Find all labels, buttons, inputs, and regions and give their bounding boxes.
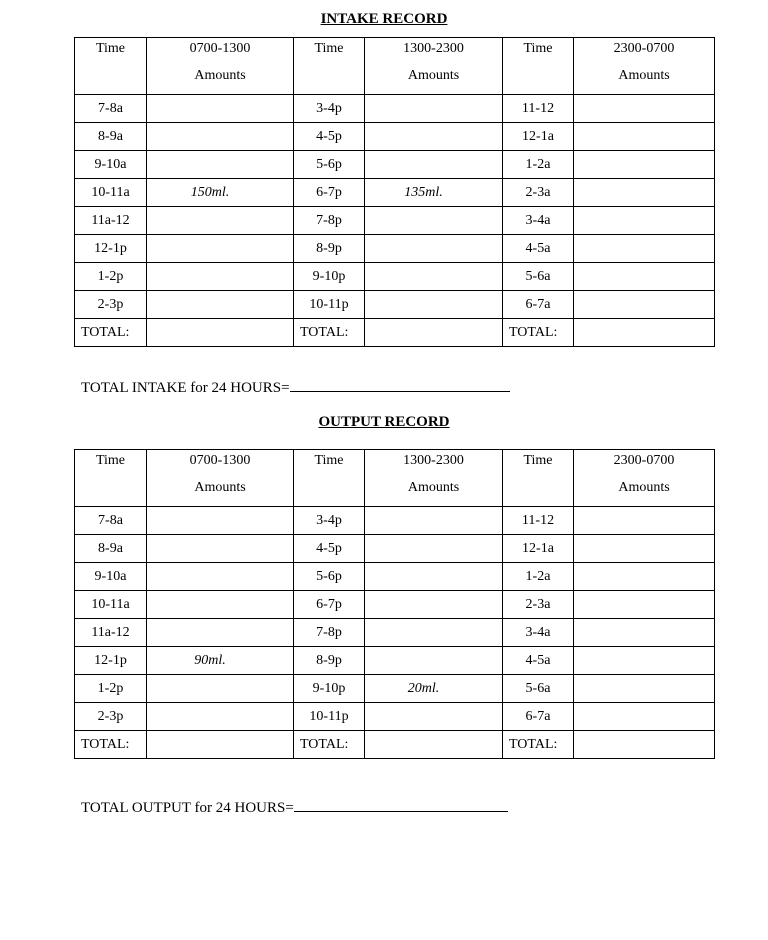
time-cell: 12-1p bbox=[75, 647, 147, 675]
amount-cell[interactable] bbox=[147, 95, 294, 123]
amount-cell[interactable] bbox=[365, 95, 503, 123]
time-cell: 11a-12 bbox=[75, 207, 147, 235]
total-amount-cell[interactable] bbox=[365, 319, 503, 347]
table-row bbox=[75, 263, 715, 291]
table-row bbox=[75, 675, 715, 703]
amount-cell[interactable] bbox=[147, 291, 294, 319]
amount-cell[interactable] bbox=[574, 619, 715, 647]
total-amount-cell[interactable] bbox=[365, 731, 503, 759]
time-cell: 4-5p bbox=[294, 123, 365, 151]
total-label: TOTAL: bbox=[75, 319, 147, 347]
amount-cell[interactable] bbox=[574, 207, 715, 235]
header-cell bbox=[365, 450, 503, 507]
total-label: TOTAL: bbox=[503, 731, 574, 759]
amount-cell[interactable] bbox=[574, 123, 715, 151]
time-cell: 8-9p bbox=[294, 647, 365, 675]
amount-cell[interactable] bbox=[147, 123, 294, 151]
time-cell: 2-3a bbox=[503, 591, 574, 619]
time-cell: 4-5a bbox=[503, 647, 574, 675]
table-row bbox=[75, 591, 715, 619]
time-cell: 9-10a bbox=[75, 563, 147, 591]
header-label: Time bbox=[523, 453, 553, 468]
amount-cell[interactable] bbox=[574, 675, 715, 703]
total-label: TOTAL: bbox=[75, 731, 147, 759]
time-cell: 12-1a bbox=[503, 535, 574, 563]
table-row bbox=[75, 619, 715, 647]
table-row bbox=[75, 207, 715, 235]
amount-cell[interactable] bbox=[147, 263, 294, 291]
header-label: 1300-2300 bbox=[403, 453, 464, 468]
time-cell: 10-11p bbox=[294, 703, 365, 731]
total-row bbox=[75, 319, 715, 347]
time-cell: 11-12 bbox=[503, 95, 574, 123]
amount-cell[interactable] bbox=[574, 591, 715, 619]
time-cell: 7-8p bbox=[294, 207, 365, 235]
amount-cell[interactable]: 135ml. bbox=[365, 179, 503, 207]
intake-record-table bbox=[74, 37, 715, 347]
amount-cell[interactable] bbox=[365, 619, 503, 647]
amount-cell[interactable] bbox=[574, 235, 715, 263]
time-cell: 6-7p bbox=[294, 179, 365, 207]
amount-cell[interactable] bbox=[574, 703, 715, 731]
amount-cell[interactable] bbox=[365, 703, 503, 731]
time-cell: 5-6a bbox=[503, 675, 574, 703]
amount-cell[interactable] bbox=[574, 179, 715, 207]
amount-cell[interactable] bbox=[365, 235, 503, 263]
header-label: 2300-0700 bbox=[613, 453, 675, 468]
time-cell: 6-7a bbox=[503, 703, 574, 731]
total-amount-cell[interactable] bbox=[574, 731, 715, 759]
amount-cell[interactable] bbox=[574, 95, 715, 123]
time-cell: 3-4a bbox=[503, 619, 574, 647]
table-row bbox=[75, 647, 715, 675]
table-row bbox=[75, 151, 715, 179]
time-cell: 10-11a bbox=[75, 591, 147, 619]
time-cell: 3-4p bbox=[294, 95, 365, 123]
amount-cell[interactable] bbox=[365, 263, 503, 291]
header-cell bbox=[75, 450, 147, 507]
time-cell: 7-8a bbox=[75, 507, 147, 535]
header-sublabel: Amounts bbox=[407, 68, 460, 83]
table-row bbox=[75, 507, 715, 535]
table-row bbox=[75, 563, 715, 591]
table-row bbox=[75, 235, 715, 263]
amount-cell[interactable] bbox=[365, 151, 503, 179]
table-row bbox=[75, 95, 715, 123]
time-cell: 11-12 bbox=[503, 507, 574, 535]
header-cell bbox=[294, 450, 365, 507]
header-cell bbox=[147, 38, 294, 95]
time-cell: 6-7p bbox=[294, 591, 365, 619]
amount-cell[interactable] bbox=[147, 151, 294, 179]
amount-cell[interactable] bbox=[574, 647, 715, 675]
header-label: Time bbox=[314, 453, 344, 468]
total-output-24h bbox=[81, 797, 508, 817]
amount-cell[interactable]: 20ml. bbox=[365, 675, 503, 703]
total-label: TOTAL: bbox=[294, 731, 365, 759]
header-cell bbox=[574, 450, 715, 507]
table-row bbox=[75, 123, 715, 151]
total-intake-label: TOTAL INTAKE for 24 HOURS= bbox=[81, 380, 290, 396]
time-cell: 9-10p bbox=[294, 263, 365, 291]
output-header-row bbox=[75, 450, 715, 507]
total-output-label: TOTAL OUTPUT for 24 HOURS= bbox=[81, 800, 294, 816]
header-sublabel: Amounts bbox=[407, 480, 460, 495]
intake-header-row bbox=[75, 38, 715, 95]
amount-cell[interactable] bbox=[574, 263, 715, 291]
amount-cell[interactable] bbox=[574, 563, 715, 591]
amount-cell[interactable] bbox=[574, 151, 715, 179]
total-amount-cell[interactable] bbox=[147, 319, 294, 347]
amount-cell[interactable] bbox=[365, 591, 503, 619]
header-label: Time bbox=[523, 41, 553, 56]
table-row bbox=[75, 179, 715, 207]
amount-cell[interactable] bbox=[365, 207, 503, 235]
time-cell: 11a-12 bbox=[75, 619, 147, 647]
time-cell: 1-2a bbox=[503, 563, 574, 591]
amount-cell[interactable] bbox=[365, 291, 503, 319]
time-cell: 8-9a bbox=[75, 535, 147, 563]
time-cell: 1-2a bbox=[503, 151, 574, 179]
header-cell bbox=[294, 38, 365, 95]
table-row bbox=[75, 703, 715, 731]
header-cell bbox=[365, 38, 503, 95]
table-row bbox=[75, 535, 715, 563]
header-cell bbox=[75, 38, 147, 95]
total-intake-blank-line[interactable] bbox=[290, 377, 510, 392]
header-label: Time bbox=[95, 41, 126, 56]
output-record-title: OUTPUT RECORD bbox=[318, 414, 450, 430]
time-cell: 3-4a bbox=[503, 207, 574, 235]
time-cell: 5-6p bbox=[294, 151, 365, 179]
header-sublabel: Amounts bbox=[618, 68, 670, 83]
time-cell: 12-1p bbox=[75, 235, 147, 263]
time-cell: 5-6a bbox=[503, 263, 574, 291]
amount-cell[interactable] bbox=[147, 207, 294, 235]
header-label: Time bbox=[95, 453, 126, 468]
amount-cell[interactable] bbox=[365, 123, 503, 151]
table-row bbox=[75, 291, 715, 319]
header-label: 0700-1300 bbox=[189, 41, 251, 56]
total-amount-cell[interactable] bbox=[147, 731, 294, 759]
time-cell: 2-3p bbox=[75, 703, 147, 731]
amount-cell[interactable] bbox=[147, 619, 294, 647]
total-label: TOTAL: bbox=[294, 319, 365, 347]
total-label: TOTAL: bbox=[503, 319, 574, 347]
intake-record-title: INTAKE RECORD bbox=[320, 11, 448, 27]
header-sublabel: Amounts bbox=[194, 68, 246, 83]
amount-cell[interactable] bbox=[147, 563, 294, 591]
time-cell: 10-11a bbox=[75, 179, 147, 207]
time-cell: 10-11p bbox=[294, 291, 365, 319]
header-cell bbox=[147, 450, 294, 507]
time-cell: 4-5a bbox=[503, 235, 574, 263]
total-output-blank-line[interactable] bbox=[294, 797, 508, 812]
time-cell: 9-10p bbox=[294, 675, 365, 703]
header-label: Time bbox=[314, 41, 344, 56]
amount-cell[interactable] bbox=[147, 591, 294, 619]
amount-cell[interactable] bbox=[365, 647, 503, 675]
amount-cell[interactable] bbox=[147, 535, 294, 563]
total-intake-24h bbox=[81, 377, 510, 397]
header-label: 2300-0700 bbox=[613, 41, 675, 56]
header-label: 1300-2300 bbox=[403, 41, 464, 56]
header-cell bbox=[574, 38, 715, 95]
amount-cell[interactable] bbox=[574, 291, 715, 319]
amount-cell[interactable] bbox=[147, 703, 294, 731]
amount-cell[interactable] bbox=[365, 507, 503, 535]
amount-cell[interactable] bbox=[574, 507, 715, 535]
time-cell: 7-8p bbox=[294, 619, 365, 647]
time-cell: 8-9a bbox=[75, 123, 147, 151]
time-cell: 2-3p bbox=[75, 291, 147, 319]
amount-cell[interactable] bbox=[147, 507, 294, 535]
amount-cell[interactable]: 150ml. bbox=[147, 179, 294, 207]
total-amount-cell[interactable] bbox=[574, 319, 715, 347]
total-row bbox=[75, 731, 715, 759]
time-cell: 2-3a bbox=[503, 179, 574, 207]
header-sublabel: Amounts bbox=[194, 480, 246, 495]
time-cell: 12-1a bbox=[503, 123, 574, 151]
amount-cell[interactable] bbox=[365, 563, 503, 591]
header-cell bbox=[503, 450, 574, 507]
time-cell: 3-4p bbox=[294, 507, 365, 535]
amount-cell[interactable] bbox=[147, 235, 294, 263]
header-cell bbox=[503, 38, 574, 95]
time-cell: 4-5p bbox=[294, 535, 365, 563]
amount-cell[interactable] bbox=[365, 535, 503, 563]
time-cell: 1-2p bbox=[75, 263, 147, 291]
amount-cell[interactable] bbox=[147, 675, 294, 703]
time-cell: 9-10a bbox=[75, 151, 147, 179]
amount-cell[interactable]: 90ml. bbox=[147, 647, 294, 675]
time-cell: 6-7a bbox=[503, 291, 574, 319]
time-cell: 8-9p bbox=[294, 235, 365, 263]
output-record-table bbox=[74, 449, 715, 759]
header-sublabel: Amounts bbox=[618, 480, 670, 495]
amount-cell[interactable] bbox=[574, 535, 715, 563]
time-cell: 7-8a bbox=[75, 95, 147, 123]
header-label: 0700-1300 bbox=[189, 453, 251, 468]
time-cell: 1-2p bbox=[75, 675, 147, 703]
time-cell: 5-6p bbox=[294, 563, 365, 591]
